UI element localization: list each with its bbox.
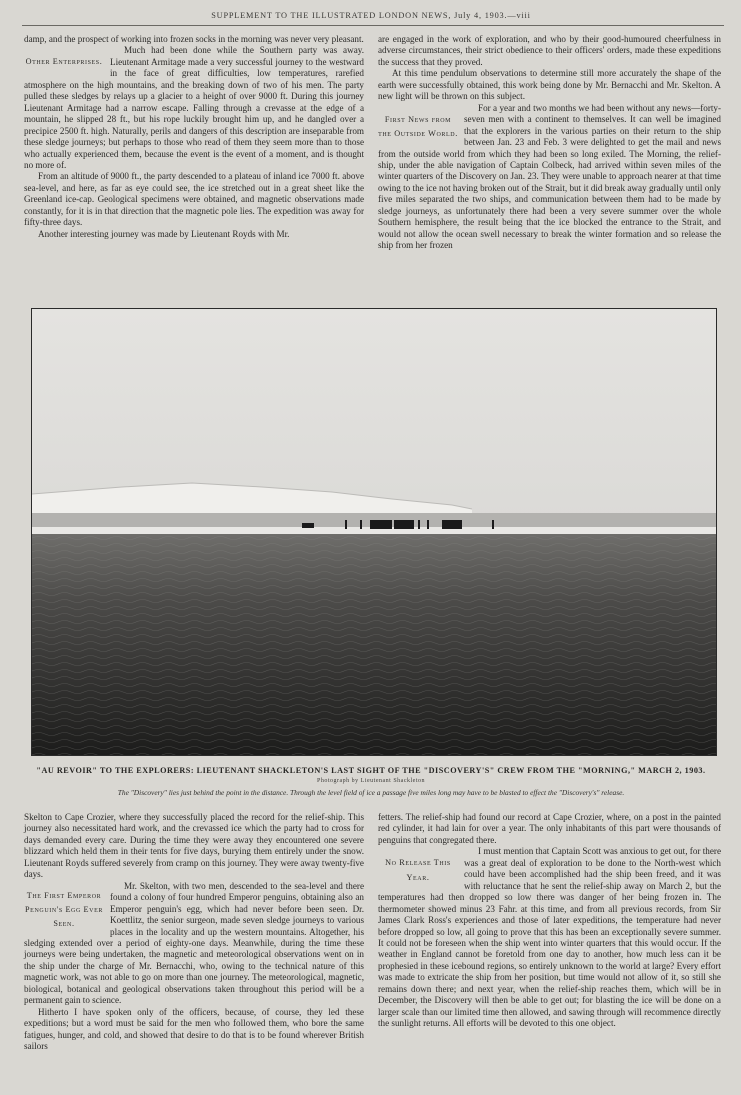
paragraph: From an altitude of 9000 ft., the party descended to a plateau of inland ice 7000 ft. above sea-level, and here, as far as eye could see, the ice stretched out in a great sheet like the Greenland ice-cap. Geological specimens were obtained, and magnetic observations made constantly, for it is in that direction that the magnetic pole lies. The expedition was away for fifty-three days.	[24, 171, 364, 228]
caption-title: "AU REVOIR" TO THE EXPLORERS: LIEUTENANT SHACKLETON'S LAST SIGHT OF THE "DISCOVERY'S" CREW FROM THE "MORNING," MARCH 2, 1903.	[36, 766, 706, 775]
paragraph: fetters. The relief-ship had found our record at Cape Crozier, where, on a post in the painted red cylinder, it had lain for over a year. The only inhabitants of this part were thousands of penguins that congregated there.	[378, 812, 721, 845]
paragraph: damp, and the prospect of working into frozen socks in the morning was never very pleasant.	[24, 34, 364, 44]
page-header: SUPPLEMENT TO THE ILLUSTRATED LONDON NEWS, July 4, 1903.—viii	[211, 11, 531, 20]
paragraph: At this time pendulum observations to determine still more accurately the shape of the earth were successfully obtained, this work being done by Mr. Bernacchi and Mr. Skelton. A new light will be thrown on this subject.	[378, 68, 721, 102]
margin-heading: Other Enterprises.	[25, 57, 103, 67]
photograph	[31, 308, 717, 756]
column-top-left	[24, 34, 364, 240]
caption-note: The "Discovery" lies just behind the point in the distance. Through the level field of ice a passage five miles long may have to be blasted to effect the "Discovery's" release.	[117, 788, 625, 797]
paragraph: Another interesting journey was made by Lieutenant Royds with Mr.	[38, 228, 290, 239]
photo-image	[32, 309, 716, 755]
column-bottom-right	[378, 812, 721, 1030]
paragraph	[24, 45, 364, 171]
header-rule	[22, 25, 724, 26]
paragraph: Skelton to Cape Crozier, where they successfully placed the record for the relief-ship. This journey also necessitated hard work, and the crevassed ice which the party had to cross for days demanded every care. During the time they were away they encountered one severe blizzard which held them in their tents for five days, burying them entirely under the snow. Lieutenant Royds suffered severely from cramp on this journey. They were away twenty-five days.	[24, 812, 364, 880]
paragraph	[378, 103, 721, 252]
paragraph: Hitherto I have spoken only of the officers, because, of course, they led these expeditions; but a word must be said for the men who followed them, who bore the same fatigues, hunger, and cold, and showed that desire to do that is to be found wherever British sailors	[24, 1006, 364, 1052]
paragraph-text: For a year and two months we had been without any news—forty-seven men with a continent to themselves. It can well be imagined that the explorers in the various parties on their return to the ship between Jan. 23 and Feb. 3 were delighted to get the mail and news from the outside world from which they had been so long exiled. The Morning, the relief-ship, under the able navigation of Captain Colbeck, had arrived within seven miles of the winter quarters of the Discovery on Jan. 23. They were unable to approach nearer at that time owing to the ice not having broken out of the Strait, but it did break away gradually until only five miles separated the two ships, and communication between them had to be made by sledge journeys, as unfortunately there had been a very severe summer over the whole Southern hemisphere, the result being that the ice blocked the entrance to the Strait, and would not allow the ocean swell necessary to break the winter formation and so release the ship from her frozen	[378, 102, 721, 251]
margin-heading: No Release This Year.	[385, 858, 451, 882]
column-top-right	[378, 34, 721, 252]
margin-heading: The First Emperor Penguin's Egg Ever Seen.	[25, 890, 103, 929]
paragraph	[378, 846, 721, 1029]
paragraph-text: I must mention that Captain Scott was anxious to get out, for there was a great deal of exploration to be done to the North-west which could have been accomplished had the ship been freed, and it was with reluctance that he sent the relief-ship away on March 2, but the temperatures had then dropped so low there was danger of her being frozen in. The thermometer showed minus 23 Fahr. at this time, and from all previous records, from Sir James Clark Ross's experiences and those of later expeditions, the temperature had never before dropped so low, all going to prove that this has been an exceptionally severe summer. It could not be foreseen when the ship went into winter quarters that this would occur. If the weather in England cannot be foretold from one day to another, how much less can it be prophesied in these icebound regions, so entirely unknown to the world at large? Every effort was made to extricate the ship from her position, but time would not allow of it, so still she remains down there; and next year, when the relief-ship reaches them, which will be in December, the Discovery will then be able to get out; for blasting the ice will be done on a larger scale than our limited time then allowed, and sawing through will recommence directly the sunlight returns. All efforts will be devoted to this one object.	[378, 846, 721, 1029]
paragraph-text: Mr. Skelton, with two men, descended to the sea-level and there found a colony of four hundred Emperor penguins, obtaining also an Emperor penguin's egg, which had never before been seen. Dr. Koettlitz, the senior surgeon, made seven sledge journeys to various places in the locality and up the western mountains. Altogether, his sledging extended over a period of eighty-one days. Meanwhile, during the time these journeys were being undertaken, the magnetic and meteorological observations went on in the ship under the charge of Mr. Bernacchi, who, owing to the technical nature of this magnetic work, was not able to go on more than one journey. The meteorological, magnetic, biological, botanical and geological observations taken throughout this period will be a permanent gain to science.	[24, 880, 364, 1006]
margin-heading: First News from the Outside World.	[378, 114, 458, 138]
paragraph-text: Much had been done while the Southern party was away. Lieutenant Armitage made a very successful journey to the westward in the face of great difficulties, low temperatures, rarefied atmosphere on the high mountains, and the breaking down of two of his men. The party pulled these sledges by relays up a glacier to a height of over 9000 ft. During this journey Lieutenant Armitage had a narrow escape. Falling through a crevasse at the edge of a mountain, he slipped 28 ft., but his rope luckily brought him up, and he dangled over a precipice 2500 ft. high. Naturally, perils and dangers of this description are inseparable from these sledge journeys; but perhaps to those who read of them they seem more than to those who actually experienced them, because the event is the event of a moment, and is thought no more of.	[24, 45, 364, 170]
photo-credit: Photograph by Lieutenant Shackleton	[317, 778, 425, 784]
paragraph	[24, 881, 364, 1007]
column-bottom-left	[24, 812, 364, 1053]
paragraph: are engaged in the work of exploration, and who by their good-humoured cheerfulness in adverse circumstances, their strict obedience to their officers' orders, made these expeditions the success that they proved.	[378, 34, 721, 67]
photo-caption	[20, 766, 722, 797]
